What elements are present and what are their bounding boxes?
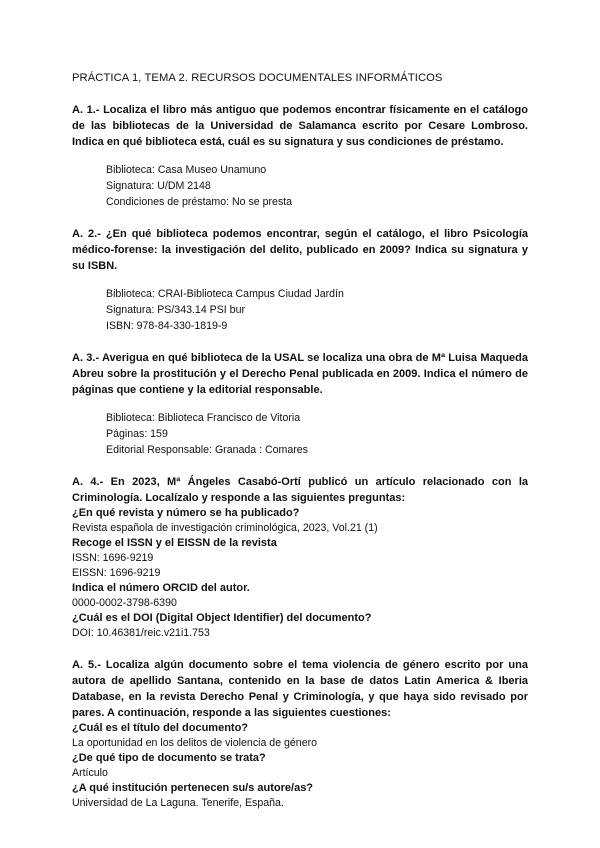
- section-a5: [72, 657, 528, 811]
- question-a2: A. 2.- ¿En qué biblioteca podemos encontrar, según el catálogo, el libro Psicología médico-forense: la investigación del delito, publicado en 2009? Indica su signatura y su ISBN.: [72, 228, 528, 272]
- section-a2: [72, 226, 528, 334]
- answer-block-a3: [106, 410, 528, 458]
- sub-answer: La oportunidad en los delitos de violencia de género: [72, 737, 318, 749]
- question-a5: A. 5.- Localiza algún documento sobre el tema violencia de género escrito por una autora de apellido Santana, contenido en la base de datos Latin America & Iberia Database, en la revista Derecho Penal y Criminología, y que haya sido revisado por pares. A continuación, responde a las siguientes cuestiones:: [72, 659, 528, 719]
- document-page: [72, 72, 528, 827]
- question-a3: A. 3.- Averigua en qué biblioteca de la USAL se localiza una obra de Mª Luisa Maqueda Abreu sobre la prostitución y el Derecho Penal publicada en 2009. Indica el número de páginas que contiene y la editorial responsable.: [72, 352, 528, 396]
- sub-answer: Revista española de investigación criminológica, 2023, Vol.21 (1): [72, 522, 378, 534]
- sub-answer: DOI: 10.46381/reic.v21i1.753: [72, 627, 210, 639]
- sub-answer: Artículo: [72, 767, 108, 779]
- answer-line: ISBN: 978-84-330-1819-9: [106, 320, 228, 332]
- sub-question: ¿De qué tipo de documento se trata?: [72, 752, 266, 764]
- sub-answer: Universidad de La Laguna. Tenerife, España.: [72, 797, 284, 809]
- answer-line: Biblioteca: Biblioteca Francisco de Vitoria: [106, 412, 301, 424]
- sub-question: ¿A qué institución pertenecen su/s autore/as?: [72, 782, 314, 794]
- sub-question: ¿Cuál es el DOI (Digital Object Identifier) del documento?: [72, 612, 372, 624]
- sub-answer: 0000-0002-3798-6390: [72, 597, 177, 609]
- sub-answer: ISSN: 1696-9219: [72, 552, 154, 564]
- question-a1: A. 1.- Localiza el libro más antiguo que podemos encontrar físicamente en el catálogo de las bibliotecas de la Universidad de Salamanca escrito por Cesare Lombroso. Indica en qué biblioteca está, cuál es su signatura y sus condiciones de préstamo.: [72, 104, 528, 148]
- answer-line: Signatura: PS/343.14 PSI bur: [106, 304, 245, 316]
- answer-line: Condiciones de préstamo: No se presta: [106, 196, 293, 208]
- answer-block-a1: [106, 162, 528, 210]
- sub-question: ¿En qué revista y número se ha publicado?: [72, 507, 300, 519]
- question-a4: A. 4.- En 2023, Mª Ángeles Casabó-Ortí publicó un artículo relacionado con la Criminología. Localízalo y responde a las siguientes preguntas:: [72, 476, 528, 504]
- answer-line: Páginas: 159: [106, 428, 168, 440]
- sub-question: ¿Cuál es el título del documento?: [72, 722, 249, 734]
- answer-line: Biblioteca: Casa Museo Unamuno: [106, 164, 267, 176]
- sub-question: Recoge el ISSN y el EISSN de la revista: [72, 537, 277, 549]
- document-title: PRÁCTICA 1, TEMA 2. RECURSOS DOCUMENTALES INFORMÁTICOS: [72, 72, 443, 84]
- answer-line: Biblioteca: CRAI-Biblioteca Campus Ciudad Jardín: [106, 288, 344, 300]
- answer-line: Signatura: U/DM 2148: [106, 180, 211, 192]
- section-a4: [72, 474, 528, 641]
- sub-answer: EISSN: 1696-9219: [72, 567, 161, 579]
- sub-question: Indica el número ORCID del autor.: [72, 582, 250, 594]
- answer-line: Editorial Responsable: Granada : Comares: [106, 444, 308, 456]
- section-a3: [72, 350, 528, 458]
- answer-block-a2: [106, 286, 528, 334]
- section-a1: [72, 102, 528, 210]
